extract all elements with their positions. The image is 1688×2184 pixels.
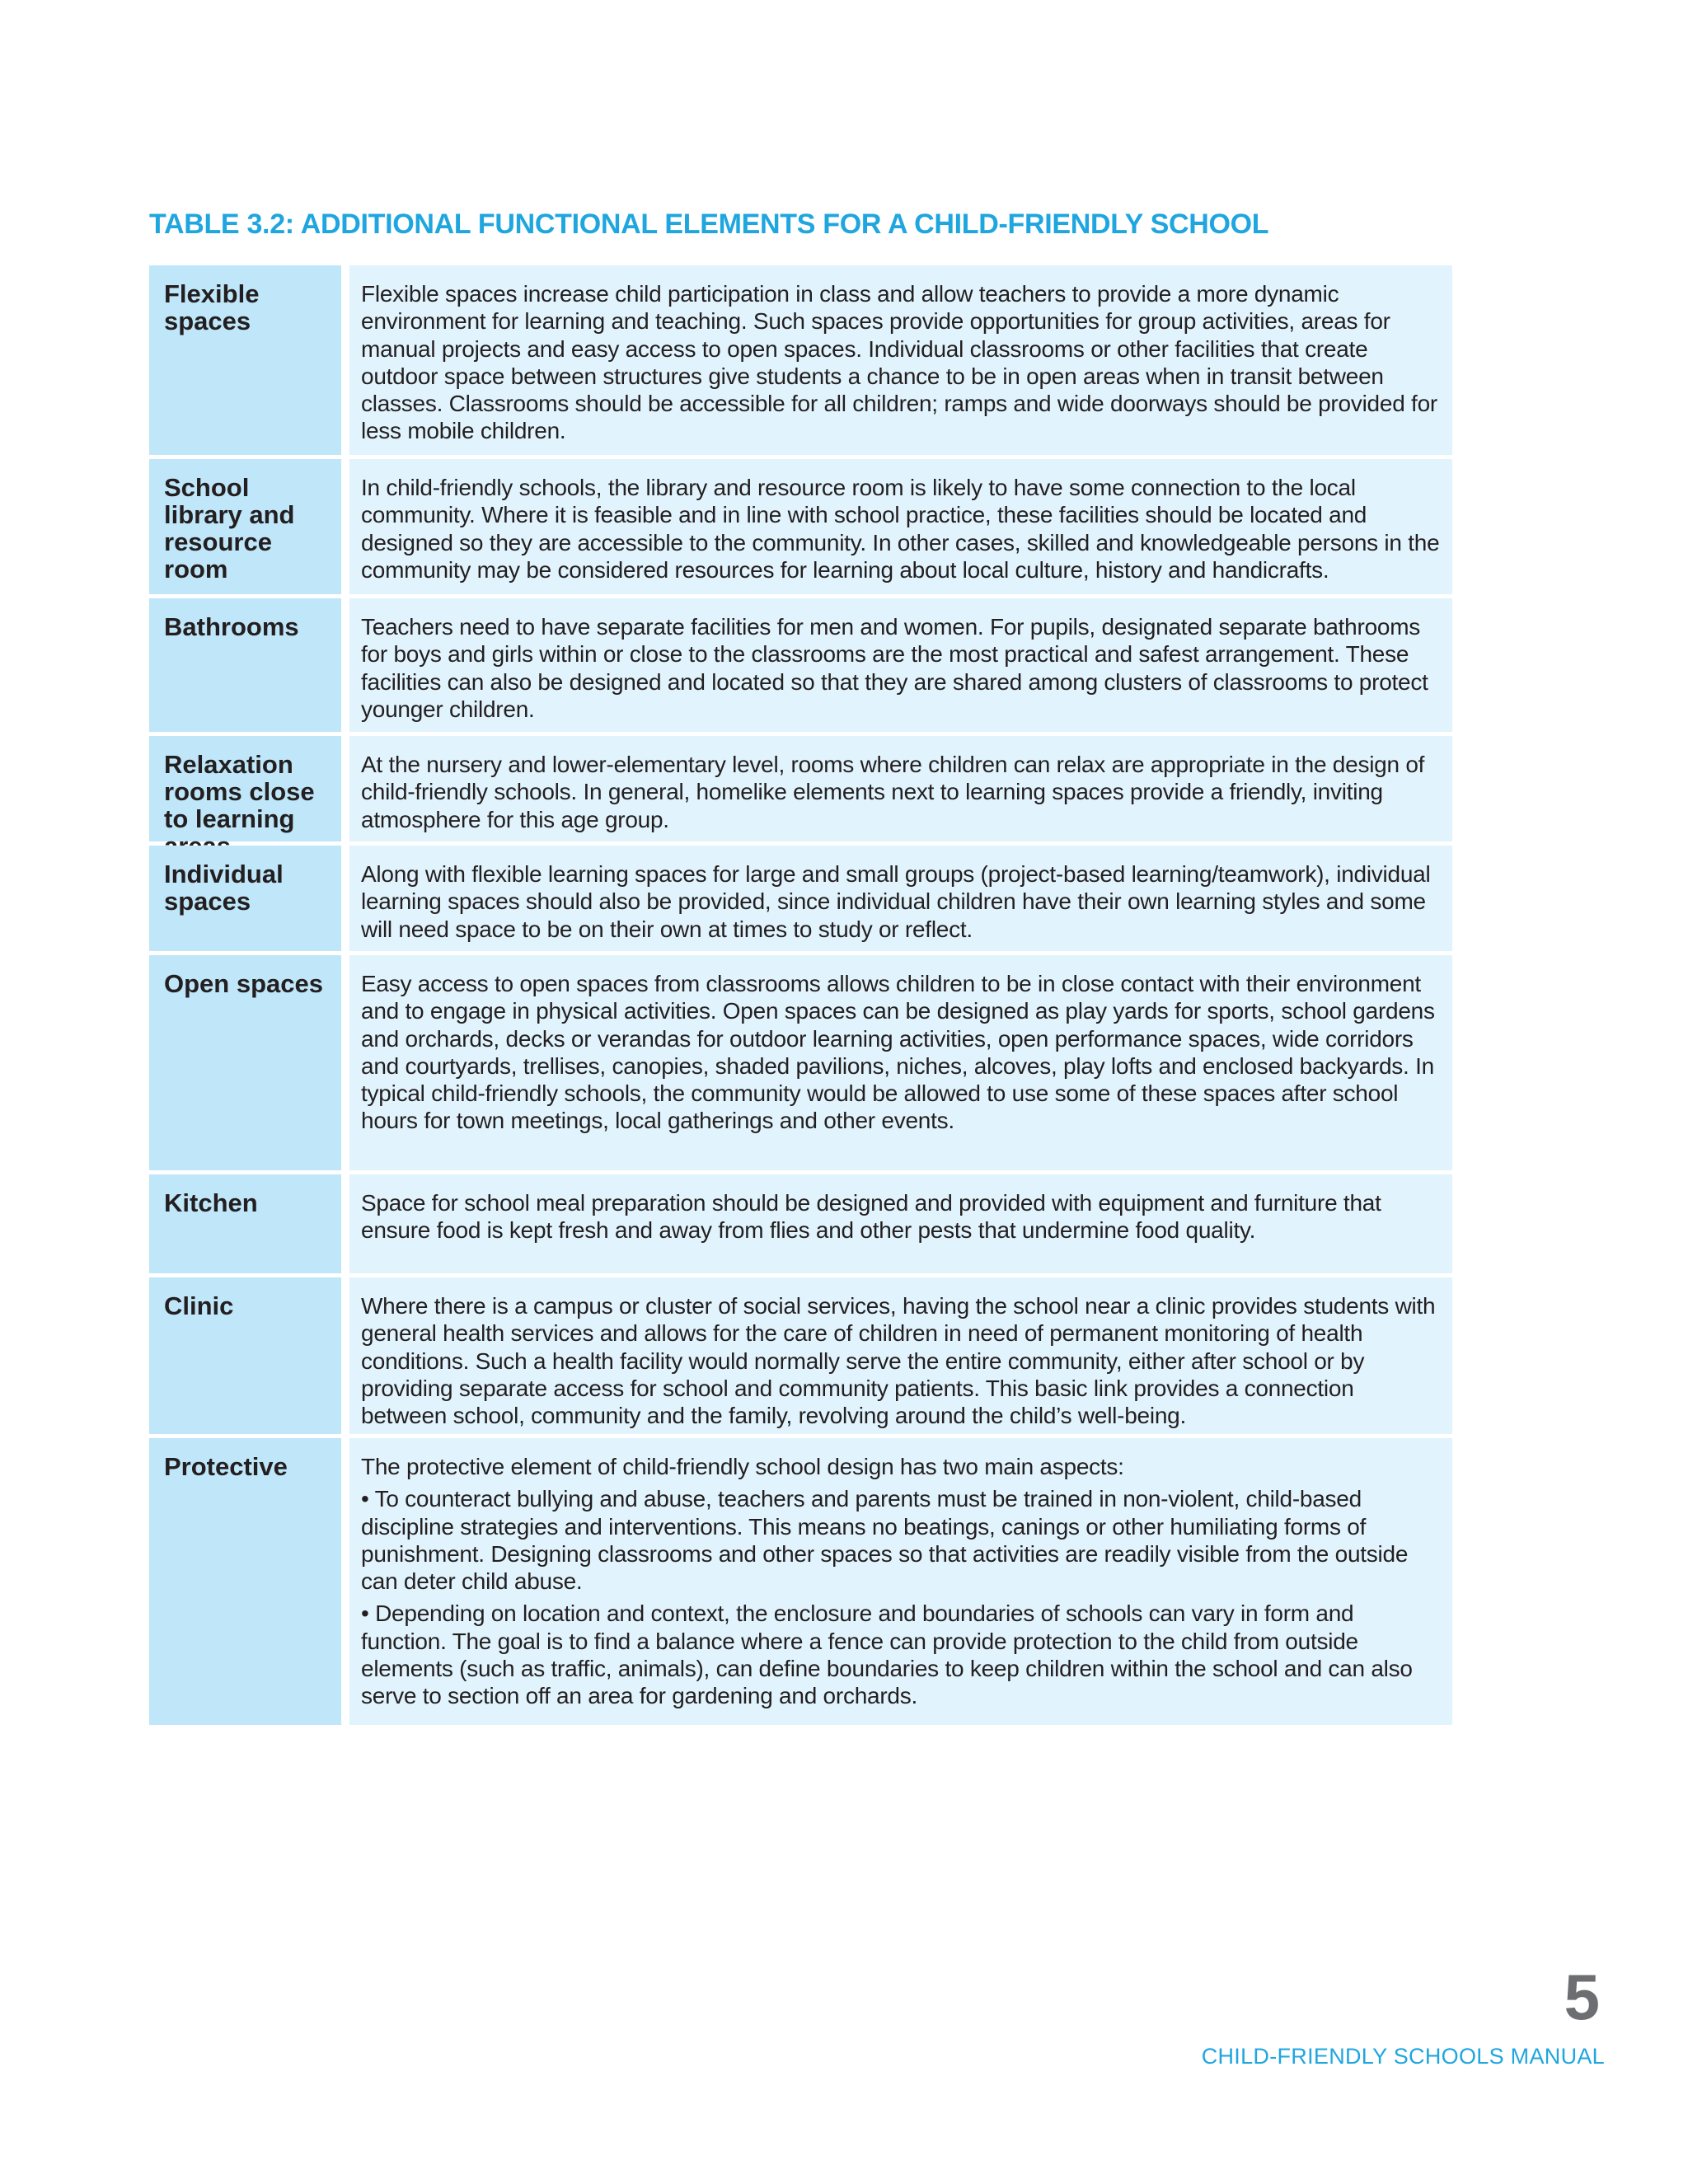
row-description [349,598,1452,732]
row-label: Relaxation rooms close to learning [149,736,341,841]
row-label: Flexible spaces [149,265,341,455]
row-description [349,736,1452,841]
functional-elements-table [149,265,1452,1725]
row-description [349,459,1452,594]
row-paragraph: Along with flexible learning spaces for large and small groups (project-based learning/teamwork), individual learning spaces should also be provided, since individual children have their own learning styles and some will need space to be on their own at times to study or reflect. [361,861,1431,942]
row-description [349,955,1452,1170]
row-paragraph: Flexible spaces increase child participation in class and allow teachers to provide a more dynamic environment for learning and teaching. Such spaces provide opportunities for group activities, areas for manual projects and easy access to open spaces. Individual classrooms or other facilities that create outdoor space between structures give students a chance to be in open areas when in transit between classes. Classrooms should be accessible for all children; ramps and wide doorways should be provided for less mobile children. [361,281,1437,444]
row-paragraph: At the nursery and lower-elementary level, rooms where children can relax are appropriate in the design of child-friendly schools. In general, homelike elements next to learning spaces provide a friendly, inviting atmosphere for this age group. [361,752,1425,832]
row-label: Individual spaces [149,846,341,951]
row-label: Protective [149,1438,341,1725]
row-paragraph: Teachers need to have separate facilities for men and women. For pupils, designated separate bathrooms for boys and girls within or close to the classrooms are the most practical and safest arrangement. These facilities can also be designed and located so that they are shared among clusters of classrooms to protect younger children. [361,614,1428,722]
table-title: TABLE 3.2: ADDITIONAL FUNCTIONAL ELEMENTS FOR A CHILD-FRIENDLY SCHOOL [149,209,1269,240]
row-bullet: • Depending on location and context, the enclosure and boundaries of schools can vary in form and function. The goal is to find a balance where a fence can provide protection to the child from outside elements (such as traffic, animals), can define boundaries to keep children within the school and can also serve to section off an area for gardening and orchards. [361,1601,1413,1709]
row-label: Open spaces [149,955,341,1170]
row-paragraph: The protective element of child-friendly school design has two main aspects: [361,1454,1124,1479]
row-paragraph: Easy access to open spaces from classrooms allows children to be in close contact with their environment and to engage in physical activities. Open spaces can be designed as play yards for sports, school gardens and orchards, decks or verandas for outdoor learning activities, open performance spaces, wide corridors and courtyards, trellises, canopies, shaded pavilions, niches, alcoves, play lofts and enclosed backyards. In typical child-friendly schools, the community would be allowed to use some of these spaces after school hours for town meetings, local gatherings and other events. [361,971,1435,1134]
row-label: Kitchen [149,1174,341,1273]
row-description [349,846,1452,951]
row-paragraph: Where there is a campus or cluster of social services, having the school near a clinic provides students with general health services and allows for the care of children in need of permanent monitoring of health conditions. Such a health facility would normally serve the entire community, either after school or by providing separate access for school and community patients. This basic link provides a connection between school, community and the family, revolving around the child’s well-being. [361,1293,1436,1429]
page-number: 5 [1564,1961,1600,2033]
row-paragraph: In child-friendly schools, the library and resource room is likely to have some connection to the local community. Where it is feasible and in line with school practice, these facilities should be located and designed so they are accessible to the community. In other cases, skilled and knowledgeable persons in the community may be considered resources for learning about local culture, history and handicrafts. [361,475,1440,583]
row-description [349,265,1452,455]
row-paragraph: Space for school meal preparation should be designed and provided with equipment and furniture that ensure food is kept fresh and away from flies and other pests that undermine food quality. [361,1190,1381,1244]
row-label: Bathrooms [149,598,341,732]
row-description [349,1174,1452,1273]
row-bullet: • To counteract bullying and abuse, teachers and parents must be trained in non-violent, child-based discipline strategies and interventions. This means no beatings, canings or other humiliating forms of punishment. Designing classrooms and other spaces so that activities are readily visible from the outside can deter child abuse. [361,1486,1409,1595]
row-label: Clinic [149,1277,341,1434]
row-description [349,1438,1452,1725]
row-description [349,1277,1452,1434]
publication-title: CHILD-FRIENDLY SCHOOLS MANUAL [1201,2044,1605,2069]
row-label: School library and resource room [149,459,341,594]
